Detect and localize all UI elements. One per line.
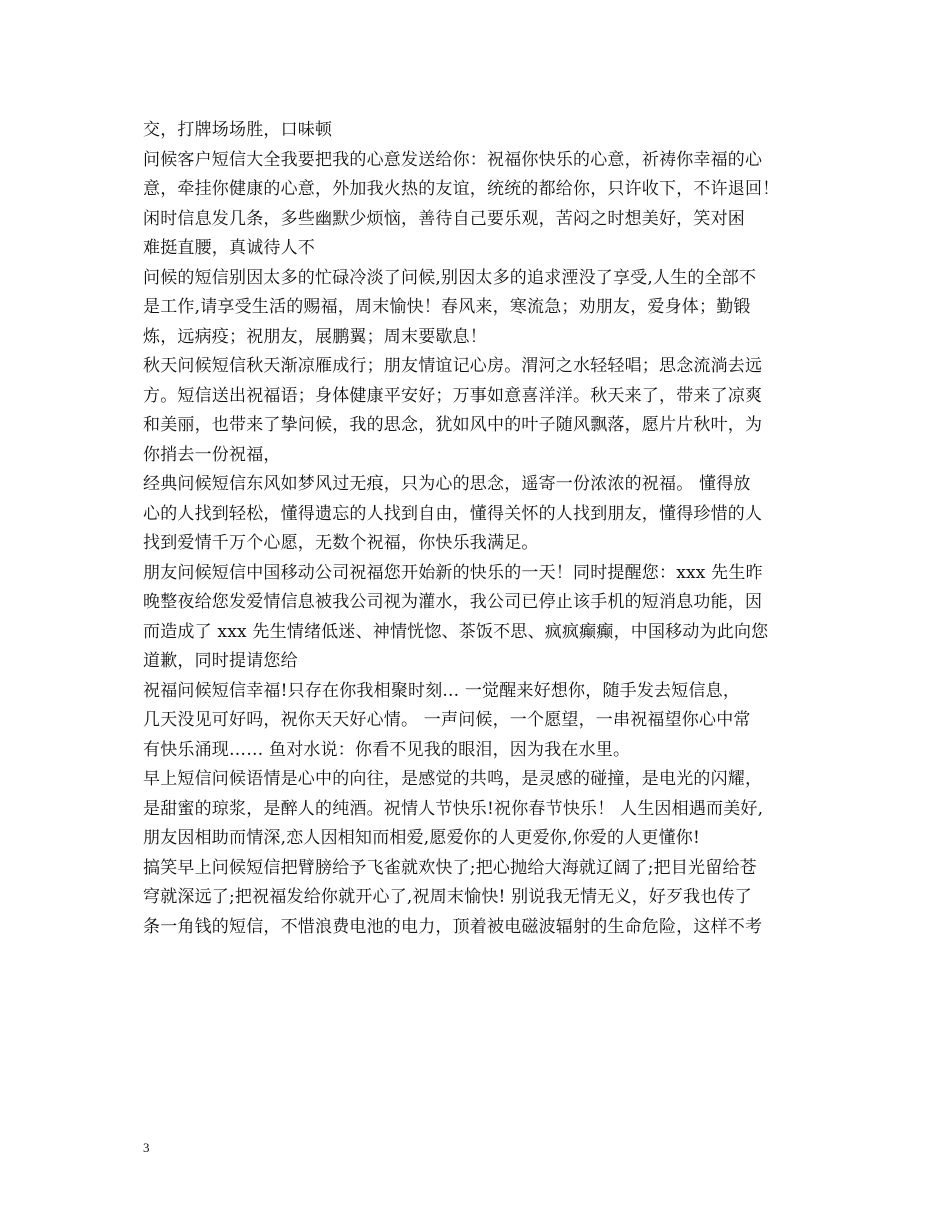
text-line: 晚整夜给您发爱情信息被我公司视为灌水，我公司已停止该手机的短消息功能，因 [143,592,763,612]
text-line: 祝福问候短信幸福!只存在你我相聚时刻... 一觉醒来好想你，随手发去短信息， [143,680,741,701]
text-line: 和美丽，也带来了挚问候，我的思念，犹如风中的叶子随风飘落，愿片片秋叶，为 [143,415,763,435]
text-line: 而造成了 xxx 先生情绪低迷、神情恍惚、茶饭不思、疯疯癫癫，中国移动为此向您 [143,621,769,642]
text-line: 秋天问候短信秋天渐凉雁成行；朋友情谊记心房。渭河之水轻轻唱；思念流淌去远 [143,356,763,376]
text-line: 条一角钱的短信，不惜浪费电池的电力，顶着被电磁波辐射的生命危险，这样不考 [143,916,763,937]
text-line: 方。短信送出祝福语；身体健康平安好；万事如意喜洋洋。秋天来了，带来了凉爽 [143,385,763,406]
text-line: 朋友因相助而情深,恋人因相知而相爱,愿爱你的人更爱你,你爱的人更懂你! [143,828,701,848]
text-line: 有快乐涌现…… 鱼对水说：你看不见我的眼泪，因为我在水里。 [143,739,631,760]
text-line: 几天没见可好吗，祝你天天好心情。 一声问候，一个愿望，一串祝福望你心中常 [143,710,751,730]
page-number: 3 [143,1140,150,1155]
text-line: 是甜蜜的琼浆，是醉人的纯酒。祝情人节快乐!祝你春节快乐！ 人生因相遇而美好, [143,798,764,819]
text-line: 是工作,请享受生活的赐福，周末愉快！春风来，寒流急；劝朋友，爱身体；勤锻 [143,297,751,317]
text-line: 经典问候短信东风如梦风过无痕，只为心的思念，遥寄一份浓浓的祝福。 懂得放 [143,474,751,494]
text-line: 早上短信问候语情是心中的向往，是感觉的共鸣，是灵感的碰撞，是电光的闪耀， [143,769,763,789]
text-line: 交，打牌场场胜，口味顿 [143,120,333,140]
text-line: 搞笑早上问候短信把臂膀给予飞雀就欢快了;把心抛给大海就辽阔了;把目光留给苍 [143,857,757,878]
text-line: 穹就深远了;把祝福发给你就开心了,祝周末愉快! 别说我无情无义，好歹我也传了 [143,887,752,907]
document-body [143,116,823,942]
text-line: 炼，远病疫；祝朋友，展鹏翼；周末要歇息！ [143,326,487,347]
text-line: 找到爱情千万个心愿，无数个祝福，你快乐我满足。 [143,533,539,553]
text-line: 心的人找到轻松，懂得遗忘的人找到自由，懂得关怀的人找到朋友，懂得珍惜的人 [143,503,763,524]
text-line: 问候的短信别因太多的忙碌冷淡了问候,别因太多的追求湮没了享受,人生的全部不 [143,267,757,288]
text-line: 道歉，同时提请您给 [143,651,298,671]
text-line: 你捎去一份祝福， [143,444,281,465]
text-line: 朋友问候短信中国移动公司祝福您开始新的快乐的一天！同时提醒您：xxx 先生昨 [143,562,763,583]
text-line: 难挺直腰，真诚待人不 [143,238,315,258]
text-line: 问候客户短信大全我要把我的心意发送给你：祝福你快乐的心意，祈祷你幸福的心 [143,149,763,170]
text-line: 意，牵挂你健康的心意，外加我火热的友谊，统统的都给你，只许收下，不许退回！ [143,179,780,199]
text-line: 闲时信息发几条，多些幽默少烦恼，善待自己要乐观，苦闷之时想美好，笑对困 [143,208,745,229]
